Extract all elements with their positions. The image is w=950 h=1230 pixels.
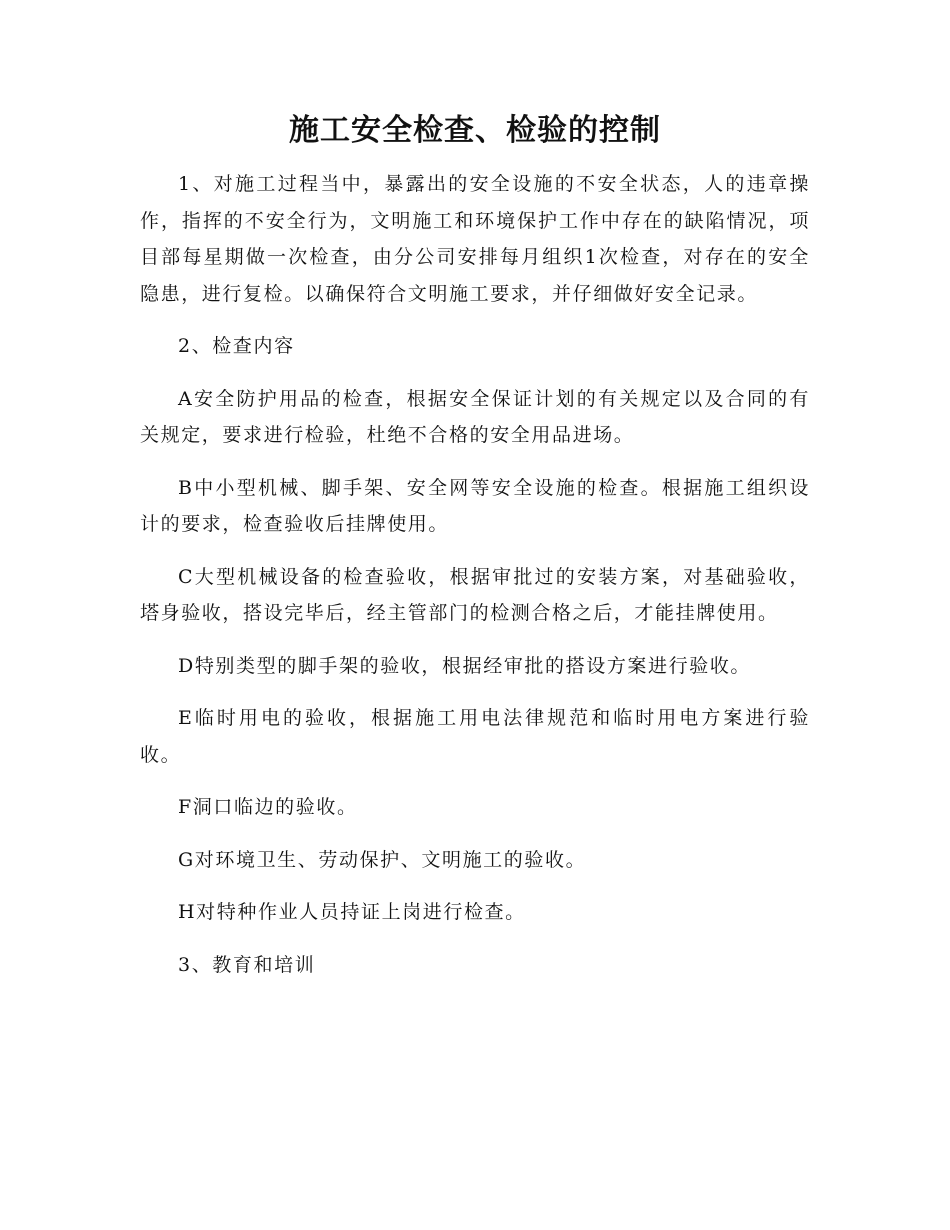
- paragraph-7: E临时用电的验收，根据施工用电法律规范和临时用电方案进行验收。: [140, 707, 810, 766]
- paragraph-4: B中小型机械、脚手架、安全网等安全设施的检查。根据施工组织设计的要求，检查验收后挂牌使用。: [140, 476, 810, 535]
- paragraph-9: G对环境卫生、劳动保护、文明施工的验收。: [178, 848, 587, 871]
- paragraph-6: D特别类型的脚手架的验收，根据经审批的搭设方案进行验收。: [178, 654, 752, 677]
- paragraph-3: A安全防护用品的检查，根据安全保证计划的有关规定以及合同的有关规定，要求进行检验，杜绝不合格的安全用品进场。: [140, 387, 810, 446]
- paragraph-11: 3、教育和培训: [178, 953, 316, 976]
- paragraph-8: F洞口临边的验收。: [178, 796, 358, 818]
- paragraph-1: 1、对施工过程当中，暴露出的安全设施的不安全状态，人的违章操作，指挥的不安全行为，文明施工和环境保护工作中存在的缺陷情况，项目部每星期做一次检查，由分公司安排每月组织1次检查，对存在的安全隐患，进行复检。以确保符合文明施工要求，并仔细做好安全记录。: [140, 173, 810, 305]
- paragraph-5: C大型机械设备的检查验收，根据审批过的安装方案，对基础验收，塔身验收，搭设完毕后，经主管部门的检测合格之后，才能挂牌使用。: [140, 565, 810, 624]
- document-page: [140, 100, 810, 999]
- paragraph-10: H对特种作业人员持证上岗进行检查。: [178, 901, 526, 923]
- document-title: 施工安全检查、检验的控制: [289, 113, 661, 148]
- paragraph-2: 2、检查内容: [178, 335, 295, 357]
